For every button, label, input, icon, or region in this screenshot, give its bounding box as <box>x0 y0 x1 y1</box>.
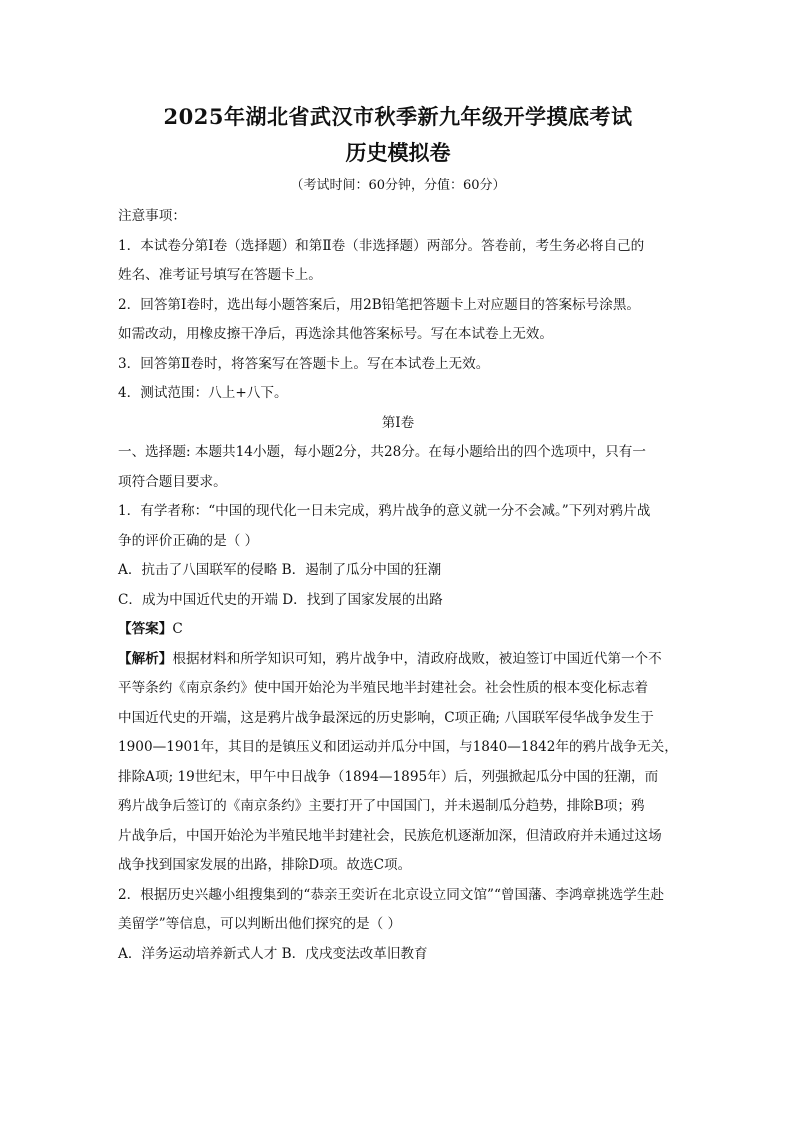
analysis-line: 鸦片战争后签订的《南京条约》主要打开了中国国门，并未遏制瓜分趋势，排除B项；鸦 <box>118 798 645 814</box>
notes-heading: 注意事项： <box>118 208 186 224</box>
analysis-line: 战争找到国家发展的出路，排除D项。故选C项。 <box>118 857 412 873</box>
note-line: 3．回答第Ⅱ卷时，将答案写在答题卡上。写在本试卷上无效。 <box>118 355 490 372</box>
analysis-line: 排除A项; 19世纪末，甲午中日战争（1894—1895年）后，列强掀起瓜分中国的狂潮，而 <box>118 768 659 785</box>
note-line: 2．回答第Ⅰ卷时，选出每小题答案后，用2B铅笔把答题卡上对应题目的答案标号涂黑。 <box>118 296 641 313</box>
analysis-label: 【解析】 <box>118 650 173 667</box>
analysis-line <box>118 645 678 675</box>
answer-value: C <box>172 621 183 637</box>
section-title: 第Ⅰ卷 <box>381 414 415 431</box>
question-option-line: A．抗击了八国联军的侵略 B．遏制了瓜分中国的狂潮 <box>118 562 442 578</box>
answer-label: 【答案】 <box>118 621 173 637</box>
question-option-line: A．洋务运动培养新式人才 B．戊戌变法改革旧教育 <box>118 945 428 962</box>
exam-page <box>118 100 678 969</box>
question-stem-line: 2．根据历史兴趣小组搜集到的“恭亲王奕䜣在北京设立同文馆”“曾国藩、李鸿章挑选学生赴 <box>118 886 665 903</box>
question-2 <box>118 881 678 970</box>
note-line: 4．测试范围：八上+八下。 <box>118 385 288 401</box>
analysis-text: 根据材料和所学知识可知，鸦片战争中，清政府战败，被迫签订中国近代第一个不 <box>172 650 662 667</box>
notes-section <box>118 202 678 409</box>
question-stem-line: 争的评价正确的是（ ） <box>118 532 259 549</box>
note-line: 姓名、准考证号填写在答题卡上。 <box>118 267 322 283</box>
section-intro-line: 一、选择题: 本题共14小题，每小题2分，共28分。在每小题给出的四个选项中，只有一 <box>118 444 646 460</box>
note-line: 如需改动，用橡皮擦干净后，再选涂其他答案标号。写在本试卷上无效。 <box>118 326 553 342</box>
answer-line <box>118 615 678 645</box>
question-stem-line: 1．有学者称：“中国的现代化一日未完成，鸦片战争的意义就一分不会减。”下列对鸦片战 <box>118 503 651 519</box>
note-line: 1．本试卷分第Ⅰ卷（选择题）和第Ⅱ卷（非选择题）两部分。答卷前，考生务必将自己的 <box>118 237 645 254</box>
question-1 <box>118 497 678 881</box>
question-stem-line: 美留学”等信息，可以判断出他们探究的是（ ） <box>118 916 402 932</box>
analysis-line: 平等条约《南京条约》使中国开始沦为半殖民地半封建社会。社会性质的根本变化标志着 <box>118 680 649 696</box>
analysis-line: 中国近代史的开端，这是鸦片战争最深远的历史影响，C项正确; 八国联军侵华战争发生于 <box>118 709 654 726</box>
page-subtitle: 历史模拟卷 <box>345 140 451 165</box>
analysis-line: 片战争后，中国开始沦为半殖民地半封建社会，民族危机逐渐加深，但清政府并未通过这场 <box>118 827 662 844</box>
question-option-line: C．成为中国近代史的开端 D．找到了国家发展的出路 <box>118 591 443 608</box>
exam-meta: （考试时间：60分钟，分值：60分） <box>290 178 506 193</box>
page-title: 2025年湖北省武汉市秋季新九年级开学摸底考试 <box>163 104 633 129</box>
section-intro-line: 项符合题目要求。 <box>118 473 227 490</box>
analysis-line: 1900—1901年，其目的是镇压义和团运动并瓜分中国，与1840—1842年的鸦片战争无关， <box>118 739 678 755</box>
